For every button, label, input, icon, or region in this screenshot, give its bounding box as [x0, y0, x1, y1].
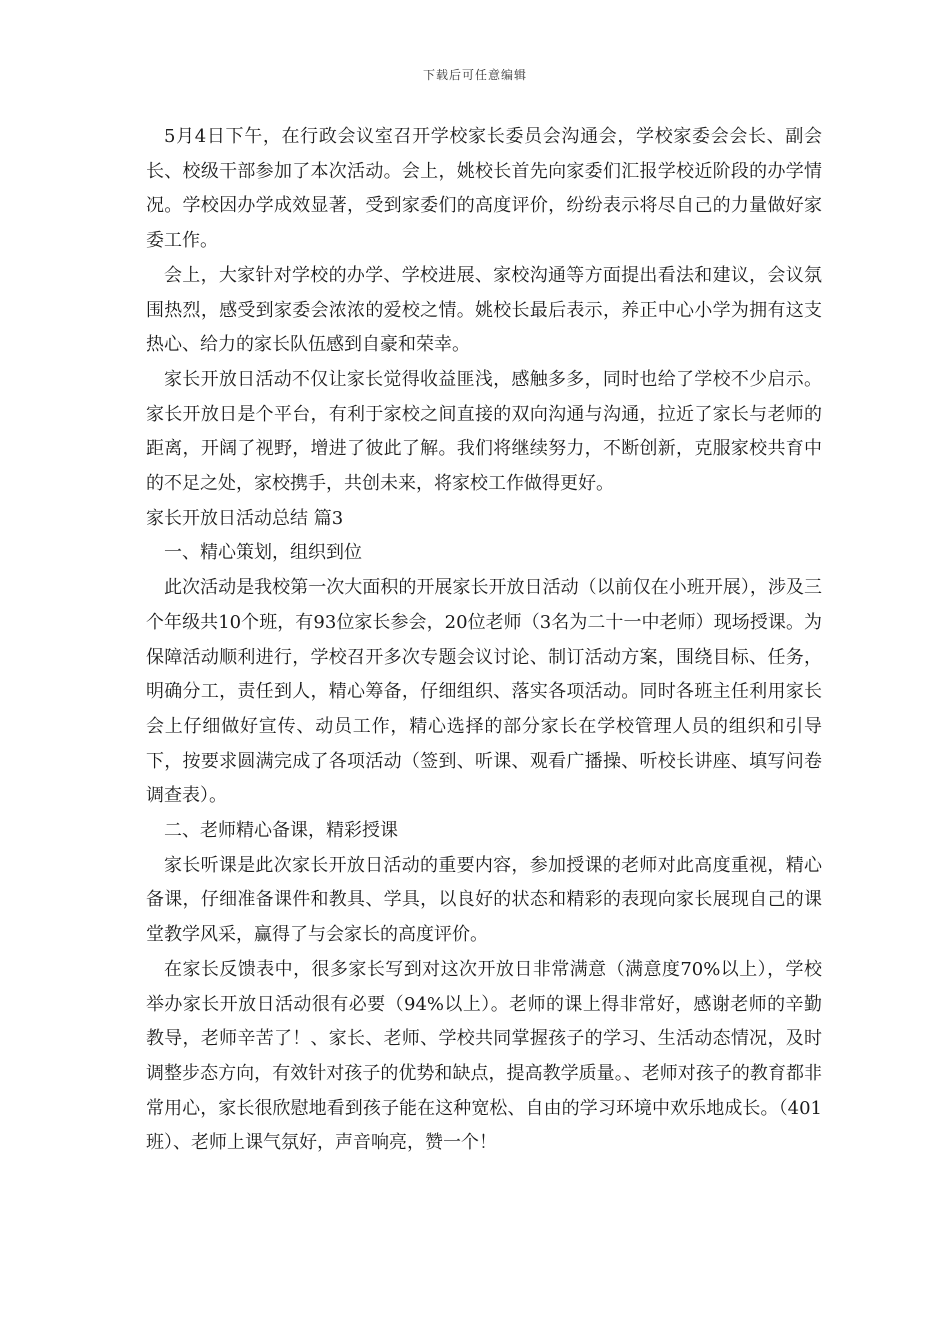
document-body: [146, 120, 822, 1161]
subsection-heading: 二、老师精心备课，精彩授课: [164, 820, 398, 842]
subsection-heading: 一、精心策划，组织到位: [164, 542, 362, 564]
paragraph: 5月4日下午，在行政会议室召开学校家长委员会沟通会，学校家委会会长、副会长、校级干部参加了本次活动。会上，姚校长首先向家委们汇报学校近阶段的办学情况。学校因办学成效显著，受到家委们的高度评价，纷纷表示将尽自己的力量做好家委工作。: [146, 126, 822, 252]
paragraph: 此次活动是我校第一次大面积的开展家长开放日活动（以前仅在小班开展），涉及三个年级共10个班，有93位家长参会，20位老师（3名为二十一中老师）现场授课。为保障活动顺利进行，学校召开多次专题会议讨论、制订活动方案，围绕目标、任务，明确分工，责任到人，精心筹备，仔细组织、落实各项活动。同时各班主任利用家长会上仔细做好宣传、动员工作，精心选择的部分家长在学校管理人员的组织和引导下，按要求圆满完成了各项活动（签到、听课、观看广播操、听校长讲座、填写问卷调查表）。: [146, 577, 822, 807]
page-header: 下载后可任意编辑: [422, 68, 527, 82]
paragraph: 家长听课是此次家长开放日活动的重要内容，参加授课的老师对此高度重视，精心备课，仔细准备课件和教具、学具，以良好的状态和精彩的表现向家长展现自己的课堂教学风采，赢得了与会家长的高度评价。: [146, 854, 822, 946]
paragraph: 在家长反馈表中，很多家长写到对这次开放日非常满意（满意度70%以上），学校举办家长开放日活动很有必要（94%以上）。老师的课上得非常好，感谢老师的辛勤教导，老师辛苦了！、家长、老师、学校共同掌握孩子的学习、生活动态情况，及时调整步态方向，有效针对孩子的优势和缺点，提高教学质量。、老师对孩子的教育都非常用心，家长很欣慰地看到孩子能在这种宽松、自由的学习环境中欢乐地成长。（401班）、老师上课气氛好，声音响亮，赞一个！: [146, 958, 822, 1154]
section-heading: 家长开放日活动总结 篇3: [146, 507, 344, 529]
paragraph: 会上，大家针对学校的办学、学校进展、家校沟通等方面提出看法和建议，会议氛围热烈，感受到家委会浓浓的爱校之情。姚校长最后表示，养正中心小学为拥有这支热心、给力的家长队伍感到自豪和荣幸。: [146, 264, 822, 356]
paragraph: 家长开放日活动不仅让家长觉得收益匪浅，感触多多，同时也给了学校不少启示。家长开放日是个平台，有利于家校之间直接的双向沟通与沟通，拉近了家长与老师的距离，开阔了视野，增进了彼此了解。我们将继续努力，不断创新，克服家校共育中的不足之处，家校携手，共创未来，将家校工作做得更好。: [146, 368, 822, 495]
